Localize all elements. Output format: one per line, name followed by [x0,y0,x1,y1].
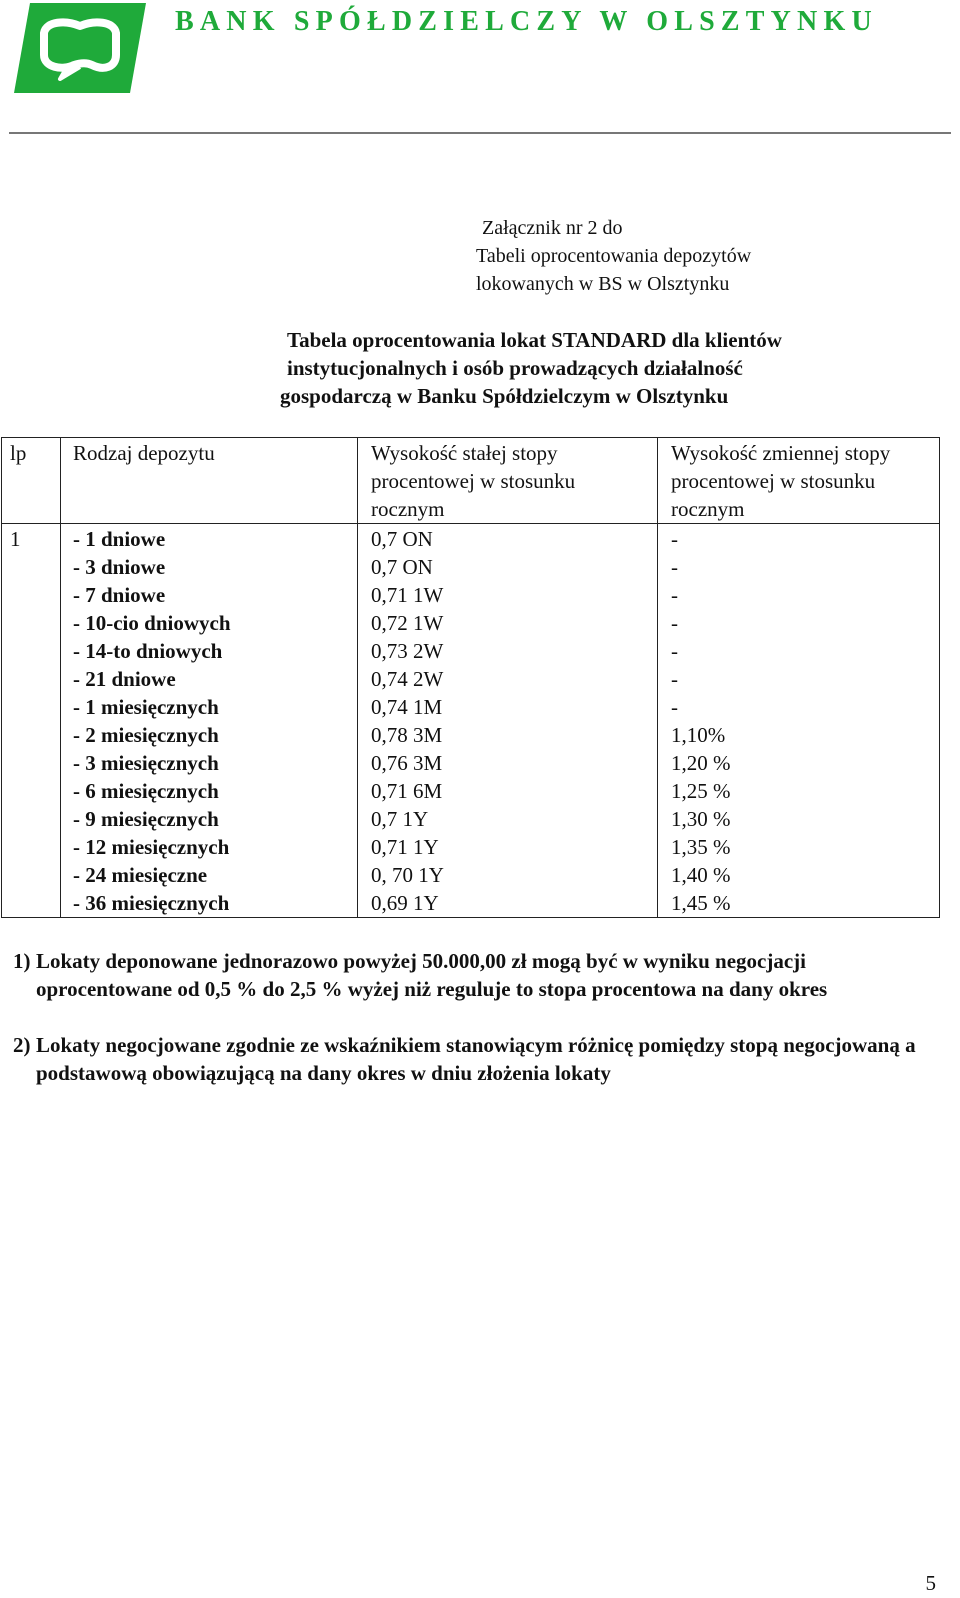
bank-logo-icon [14,3,146,93]
header-line: procentowej w stosunku [371,469,576,493]
header-type: Rodzaj depozytu [61,438,358,524]
rates-table [1,437,940,918]
variable-rate-value: - [671,527,678,551]
fixed-rate-value: 0,71 6M [371,779,443,803]
fixed-rate-value: 0,72 1W [371,611,444,635]
cell-variable-rates [658,524,940,918]
header-line: rocznym [671,497,745,521]
title-line: Tabela oprocentowania lokat STANDARD dla klientów [287,328,782,352]
header-lp: lp [2,438,61,524]
variable-rate-value: - [671,611,678,635]
variable-rate-value: 1,25 % [671,779,731,803]
header-variable-rate [658,438,940,524]
deposit-type-value: - 3 dniowe [73,555,166,579]
fixed-rate-value: 0,7 1Y [371,807,429,831]
header-line: rocznym [371,497,445,521]
cell-deposit-types [61,524,358,918]
fixed-rate-value: 0,7 ON [371,527,433,551]
variable-rate-value: - [671,695,678,719]
variable-rate-value: 1,45 % [671,891,731,915]
note-text: Lokaty deponowane jednorazowo powyżej 50.000,00 zł mogą być w wyniku negocjacji oprocentowane od 0,5 % do 2,5 % wyżej niż reguluje to stopa procentowa na dany okres [36,949,828,1001]
deposit-type-value: - 2 miesięcznych [73,723,219,747]
deposit-type-value: - 12 miesięcznych [73,835,230,859]
fixed-rate-value: 0,74 2W [371,667,444,691]
fixed-rate-value: 0,78 3M [371,723,443,747]
variable-rate-value: - [671,639,678,663]
notes-section [13,947,943,1087]
variable-rate-value: 1,10% [671,723,726,747]
variable-rate-value: - [671,583,678,607]
deposit-type-value: - 36 miesięcznych [73,891,230,915]
deposit-type-value: - 14-to dniowych [73,639,223,663]
annex-line: Załącznik nr 2 do [482,217,623,239]
note-item [13,947,943,1003]
deposit-type-value: - 6 miesięcznych [73,779,219,803]
fixed-rate-value: 0,71 1W [371,583,444,607]
deposit-type-value: - 10-cio dniowych [73,611,231,635]
cell-fixed-rates [358,524,658,918]
deposit-type-value: - 3 miesięcznych [73,751,219,775]
note-item [13,1031,943,1087]
deposit-type-value: - 24 miesięczne [73,863,208,887]
cell-lp: 1 [2,524,61,918]
variable-rate-value: 1,30 % [671,807,731,831]
deposit-type-value: - 9 miesięcznych [73,807,219,831]
fixed-rate-value: 0,76 3M [371,751,443,775]
header-line: Wysokość zmiennej stopy [671,441,891,465]
fixed-rate-value: 0,74 1M [371,695,443,719]
fixed-rate-value: 0,69 1Y [371,891,439,915]
table-header-row [2,438,940,524]
deposit-type-value: - 1 miesięcznych [73,695,219,719]
note-number: 2) [13,1033,31,1057]
annex-reference [476,214,751,298]
table-row [2,524,940,918]
variable-rate-value: 1,20 % [671,751,731,775]
header-line: Wysokość stałej stopy [371,441,558,465]
note-text: Lokaty negocjowane zgodnie ze wskaźnikiem stanowiącym różnicę pomiędzy stopą negocjowaną a podstawową obowiązującą na dany okres w dniu złożenia lokaty [36,1033,916,1085]
title-line: gospodarczą w Banku Spółdzielczym w Olsztynku [280,384,729,408]
fixed-rate-value: 0,73 2W [371,639,444,663]
deposit-type-value: - 1 dniowe [73,527,166,551]
variable-rate-value: 1,35 % [671,835,731,859]
header-fixed-rate [358,438,658,524]
variable-rate-value: 1,40 % [671,863,731,887]
title-line: instytucjonalnych i osób prowadzących działalność [287,356,743,380]
variable-rate-value: - [671,555,678,579]
annex-line: Tabeli oprocentowania depozytów [476,245,752,267]
bank-name: BANK SPÓŁDZIELCZY W OLSZTYNKU [175,6,878,37]
note-number: 1) [13,949,31,973]
header-line: procentowej w stosunku [671,469,876,493]
deposit-type-value: - 21 dniowe [73,667,176,691]
fixed-rate-value: 0,71 1Y [371,835,439,859]
header-divider [9,132,951,134]
annex-line: lokowanych w BS w Olsztynku [476,273,730,295]
fixed-rate-value: 0,7 ON [371,555,433,579]
deposit-type-value: - 7 dniowe [73,583,166,607]
variable-rate-value: - [671,667,678,691]
page-number: 5 [925,1571,936,1595]
fixed-rate-value: 0, 70 1Y [371,863,444,887]
